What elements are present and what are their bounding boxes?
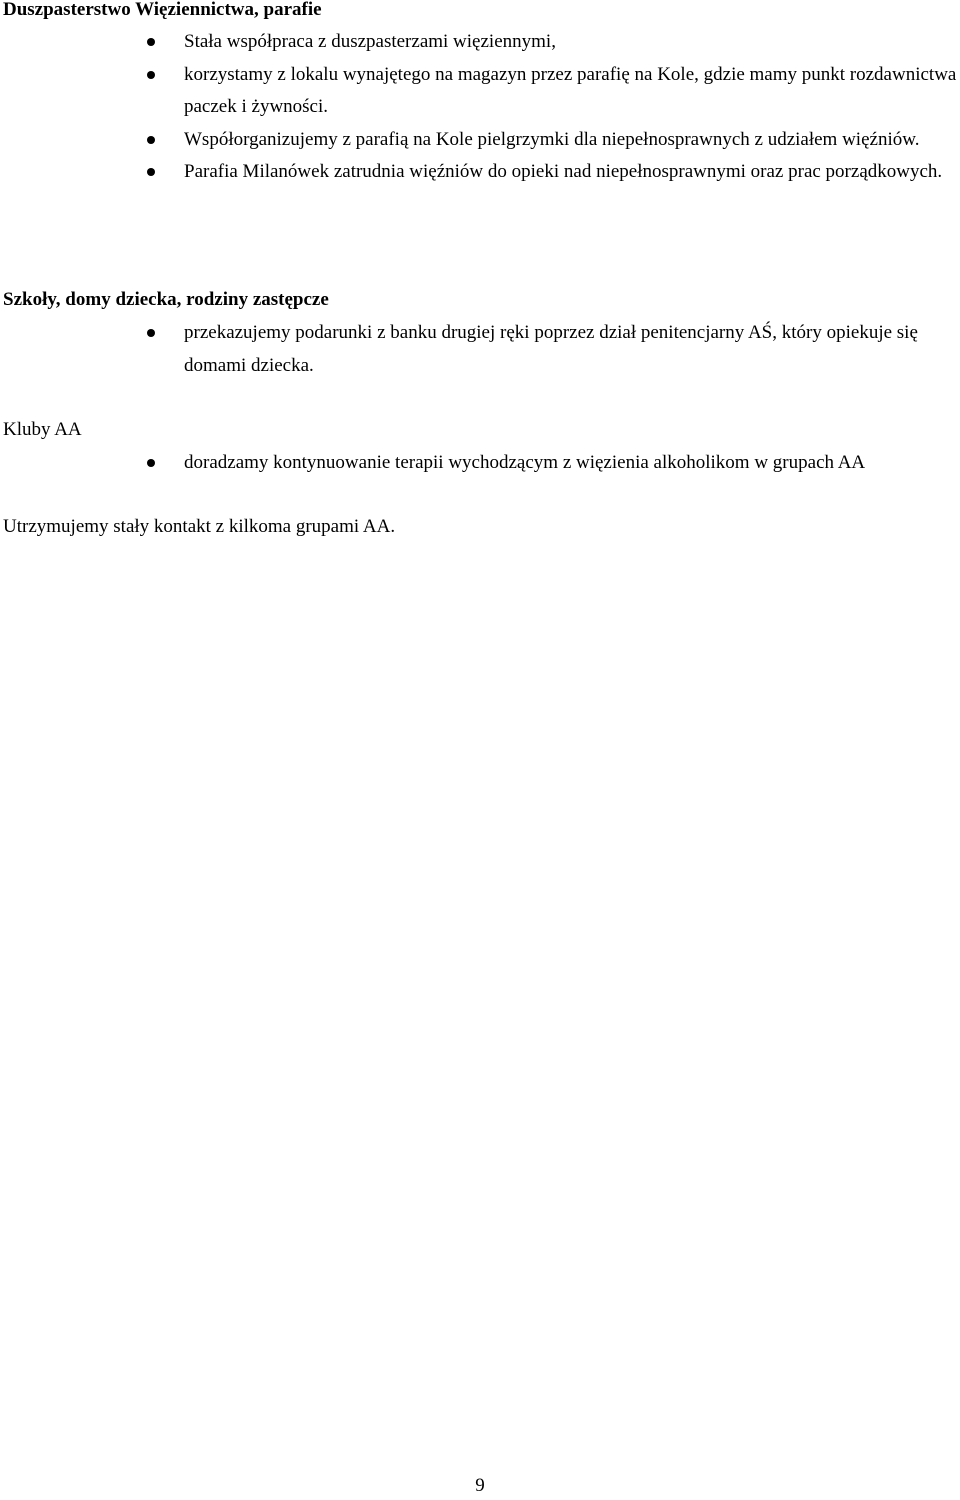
page-number: 9: [475, 1475, 485, 1496]
section-heading-szkoly: Szkoły, domy dziecka, rodziny zastępcze: [3, 289, 329, 310]
list-item: [0, 59, 960, 124]
list-item-text: Współorganizujemy z parafią na Kole pielgrzymki dla niepełnosprawnych z udziałem więźniów.: [184, 128, 920, 150]
list-item: [0, 26, 960, 59]
list-item-text: Parafia Milanówek zatrudnia więźniów do opieki nad niepełnosprawnymi oraz prac porządkowych.: [184, 161, 943, 182]
list-item: [0, 124, 960, 157]
bullet-icon: [147, 38, 155, 46]
bullet-icon: [147, 459, 155, 467]
list-item-text: Stała współpraca z duszpasterzami więziennymi,: [184, 31, 556, 52]
list-item-text: doradzamy kontynuowanie terapii wychodzącym z więzienia alkoholikom w grupach AA: [184, 452, 866, 473]
list-item: [0, 317, 960, 382]
bullet-icon: [147, 329, 155, 337]
list-item: [0, 447, 960, 480]
bullet-icon: [147, 136, 155, 144]
bullet-icon: [147, 71, 155, 79]
bullet-list-szkoly: [0, 317, 960, 382]
bullet-list-kluby: [0, 447, 960, 480]
list-item: [0, 156, 960, 189]
kluby-note: Utrzymujemy stały kontakt z kilkoma grupami AA.: [3, 516, 396, 537]
list-item-text: korzystamy z lokalu wynajętego na magazyn przez parafię na Kole, gdzie mamy punkt rozdawnictwa paczek i żywności.: [184, 63, 957, 117]
section-heading-kluby: Kluby AA: [3, 419, 82, 440]
bullet-icon: [147, 168, 155, 176]
list-item-text: przekazujemy podarunki z banku drugiej ręki poprzez dział penitencjarny AŚ, który opiekuje się domami dziecka.: [184, 322, 918, 376]
section-heading-duszpasterstwo: Duszpasterstwo Więziennictwa, parafie: [3, 0, 322, 20]
bullet-list-duszpasterstwo: [0, 26, 960, 189]
